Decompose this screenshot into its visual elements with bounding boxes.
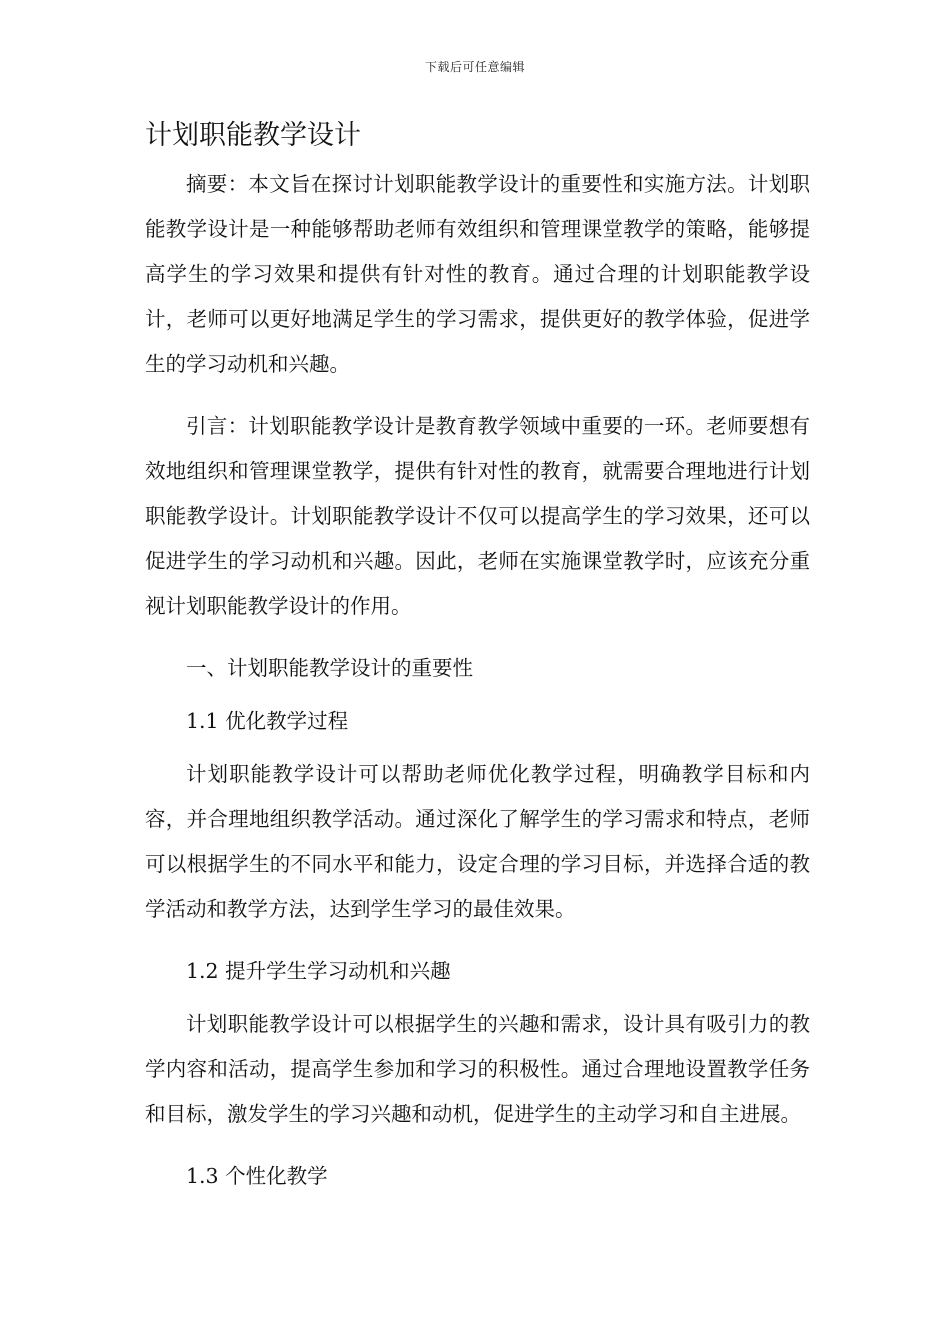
abstract-paragraph: 摘要：本文旨在探讨计划职能教学设计的重要性和实施方法。计划职能教学设计是一种能够帮助老师有效组织和管理课堂教学的策略，能够提高学生的学习效果和提供有针对性的教育。通过合理的计划职能教学设计，老师可以更好地满足学生的学习需求，提供更好的教学体验，促进学生的学习动机和兴趣。 bbox=[145, 172, 810, 376]
document-title: 计划职能教学设计 bbox=[145, 120, 361, 151]
header-note: 下载后可任意编辑 bbox=[424, 60, 525, 74]
subsection-heading: 1.1 优化教学过程 bbox=[186, 709, 349, 733]
subsection-heading: 1.3 个性化教学 bbox=[186, 1164, 328, 1188]
body-paragraph: 计划职能教学设计可以根据学生的兴趣和需求，设计具有吸引力的教学内容和活动，提高学生参加和学习的积极性。通过合理地设置教学任务和目标，激发学生的学习兴趣和动机，促进学生的主动学习和自主进展。 bbox=[145, 1012, 810, 1126]
subsection-heading: 1.2 提升学生学习动机和兴趣 bbox=[186, 959, 451, 983]
document-body bbox=[145, 116, 810, 1207]
body-paragraph: 计划职能教学设计可以帮助老师优化教学过程，明确教学目标和内容，并合理地组织教学活动。通过深化了解学生的学习需求和特点，老师可以根据学生的不同水平和能力，设定合理的学习目标，并选择合适的教学活动和教学方法，达到学生学习的最佳效果。 bbox=[145, 762, 810, 921]
section-heading: 一、计划职能教学设计的重要性 bbox=[186, 656, 473, 680]
introduction-paragraph: 引言：计划职能教学设计是教育教学领域中重要的一环。老师要想有效地组织和管理课堂教学，提供有针对性的教育，就需要合理地进行计划职能教学设计。计划职能教学设计不仅可以提高学生的学习效果，还可以促进学生的学习动机和兴趣。因此，老师在实施课堂教学时，应该充分重视计划职能教学设计的作用。 bbox=[145, 414, 810, 618]
